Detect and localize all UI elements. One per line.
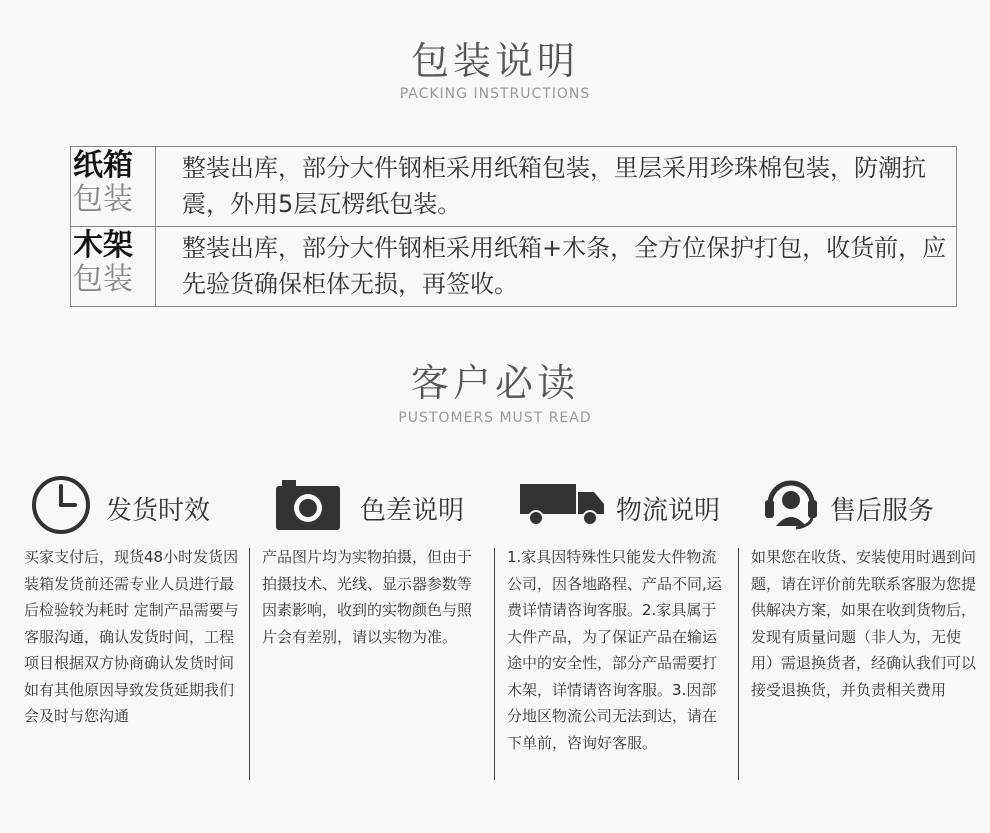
category-description: 整装出库，部分大件钢柜采用纸箱包装，里层采用珍珠棉包装，防潮抗震，外用5层瓦楞纸包装。 (156, 147, 957, 227)
column-divider (738, 548, 739, 780)
aftersales-text: 如果您在收货、安装使用时遇到问题，请在评价前先联系客服为您提供解决方案，如果在收到货物后，发现有质量问题（非人为，无使用）需退换货者，经确认我们可以接受退换货，并负责相关费用 (751, 548, 977, 699)
category-label-main: 纸箱 (73, 148, 133, 183)
headset-icon (764, 474, 818, 538)
packing-table (70, 146, 957, 307)
heading-label: 色差说明 (360, 496, 465, 526)
category-label-sub: 包装 (73, 182, 133, 217)
category-cell (71, 147, 156, 227)
customer-subtitle: PUSTOMERS MUST READ (398, 410, 592, 426)
packing-title: 包装说明 (410, 39, 579, 83)
logistics-text: 1.家具因特殊性只能发大件物流公司，因各地路程、产品不同,运费详情请咨询客服。2.家具属于大件产品，为了保证产品在输运途中的安全性，部分产品需要打木架，详情请咨询客服。3.因部分地区物流公司无法到达，请在下单前，咨询好客服。 (507, 548, 722, 752)
category-description: 整装出库，部分大件钢柜采用纸箱+木条，全方位保护打包，收货前，应先验货确保柜体无损，再签收。 (156, 227, 957, 307)
heading-label: 物流说明 (616, 496, 721, 526)
table-row (71, 227, 957, 307)
camera-icon (276, 478, 340, 534)
customer-title: 客户必读 (410, 361, 579, 405)
packing-subtitle: PACKING INSTRUCTIONS (399, 86, 591, 102)
truck-icon (520, 480, 604, 530)
column-divider (494, 548, 495, 780)
heading-label: 发货时效 (106, 496, 211, 526)
shipping-text: 买家支付后，现货48小时发货因装箱发货前还需专业人员进行最后检验较为耗时 定制产品需要与客服沟通，确认发货时间，工程项目根据双方协商确认发货时间如有其他原因导致发货延期我们会及时与您沟通 (24, 548, 239, 725)
heading-label: 售后服务 (830, 496, 935, 526)
column-divider (249, 548, 250, 780)
category-label-main: 木架 (73, 228, 133, 263)
info-headings (0, 470, 990, 540)
category-label-sub: 包装 (73, 262, 133, 297)
color-text: 产品图片均为实物拍摄，但由于拍摄技术、光线、显示器参数等因素影响，收到的实物颜色与照片会有差别，请以实物为准。 (262, 548, 473, 646)
category-cell (71, 227, 156, 307)
table-row (71, 147, 957, 227)
clock-icon (30, 474, 92, 540)
